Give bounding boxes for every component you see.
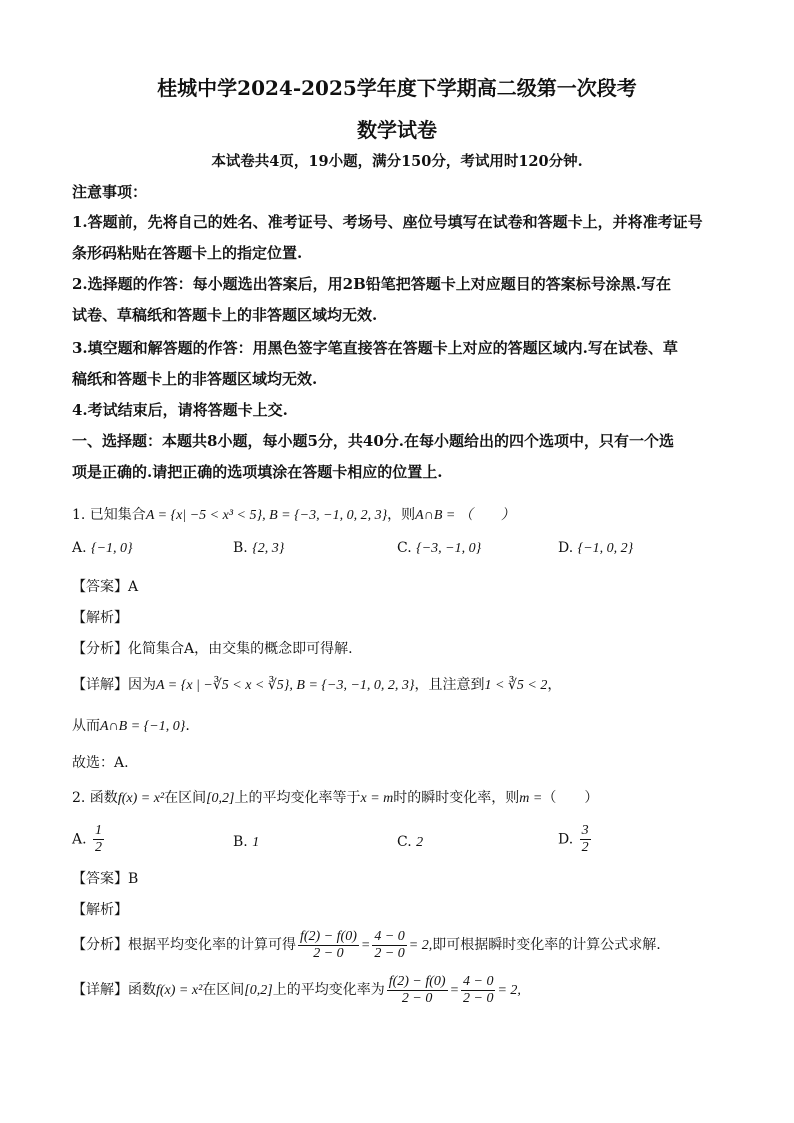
- option-a: A. $\frac{1}{2}$: [72, 823, 103, 855]
- fraction: $\frac{f(2) - f(0)}{2 - 0}$: [300, 928, 357, 961]
- notice-line: 条形码粘贴在答题卡上的指定位置.: [72, 244, 303, 262]
- section-heading: 项是正确的.请把正确的选项填涂在答题卡相应的位置上.: [72, 463, 443, 481]
- detail-text: 【详解】函数f(x) = x²在区间[0,2]上的平均变化率为 $\frac{f(2) - f(0)}{2 - 0}$ = $\frac{4 - 0}{2 - 0}$ = 2,: [72, 973, 521, 1006]
- question-1-stem: 1. 已知集合A = {x| −5 < x³ < 5}, B = {−3, −1, 0, 2, 3}，则A∩B = （ ）: [72, 507, 515, 523]
- fraction: $\frac{4 - 0}{2 - 0}$: [463, 973, 494, 1006]
- notice-line: 4.考试结束后，请将答题卡上交.: [72, 401, 288, 419]
- notice-heading: 注意事项：: [72, 183, 148, 201]
- notice-line: 2.选择题的作答：每小题选出答案后，用2B铅笔把答题卡上对应题目的答案标号涂黑.写在: [72, 275, 672, 293]
- option-c: C. 2: [397, 834, 424, 850]
- option-b: B. 1: [233, 834, 260, 850]
- answer-label: 【答案】B: [72, 871, 139, 887]
- notice-line: 试卷、草稿纸和答题卡上的非答题区域均无效.: [72, 306, 378, 324]
- fraction: $\frac{4 - 0}{2 - 0}$: [374, 928, 405, 961]
- fraction: $\frac{1}{2}$: [95, 823, 103, 855]
- option-d: D. {−1, 0, 2}: [558, 540, 634, 556]
- detail-text: 【详解】因为A = {x | −∛5 < x < ∛5}, B = {−3, −1, 0, 2, 3}，且注意到1 < ∛5 < 2，: [72, 677, 562, 693]
- question-2-stem: 2. 函数f(x) = x²在区间[0,2]上的平均变化率等于x = m时的瞬时变化率，则m =（ ）: [72, 790, 599, 806]
- notice-line: 稿纸和答题卡上的非答题区域均无效.: [72, 370, 318, 388]
- section-heading: 一、选择题：本题共8小题，每小题5分，共40分.在每小题给出的四个选项中，只有一个选: [72, 432, 674, 450]
- exam-info: 本试卷共4页，19小题，满分150分，考试用时120分钟.: [211, 153, 583, 170]
- option-b: B. {2, 3}: [233, 540, 285, 556]
- exam-subtitle: 数学试卷: [357, 118, 437, 142]
- fraction: $\frac{f(2) - f(0)}{2 - 0}$: [388, 973, 446, 1006]
- analysis-label: 【解析】: [72, 610, 128, 626]
- detail-text: 从而A∩B = {−1, 0}.: [72, 718, 190, 734]
- option-d: D. $\frac{3}{2}$: [558, 823, 589, 855]
- option-a: A. {−1, 0}: [72, 540, 133, 556]
- analysis-label: 【解析】: [72, 902, 128, 918]
- exam-title: 桂城中学2024-2025学年度下学期高二级第一次段考: [157, 76, 637, 100]
- notice-line: 1.答题前，先将自己的姓名、准考证号、考场号、座位号填写在试卷和答题卡上，并将准考证号: [72, 213, 703, 231]
- analysis-text: 【分析】根据平均变化率的计算可得 $\frac{f(2) - f(0)}{2 - 0}$ = $\frac{4 - 0}{2 - 0}$ = 2,即可根据瞬时变化率的计算公式求解.: [72, 928, 661, 961]
- analysis-text: 【分析】化简集合A，由交集的概念即可得解.: [72, 641, 353, 657]
- answer-label: 【答案】A: [72, 579, 139, 595]
- notice-line: 3.填空题和解答题的作答：用黑色签字笔直接答在答题卡上对应的答题区域内.写在试卷、草: [72, 339, 678, 357]
- option-c: C. {−3, −1, 0}: [397, 540, 482, 556]
- conclusion-text: 故选：A.: [72, 755, 129, 771]
- fraction: $\frac{3}{2}$: [581, 823, 589, 855]
